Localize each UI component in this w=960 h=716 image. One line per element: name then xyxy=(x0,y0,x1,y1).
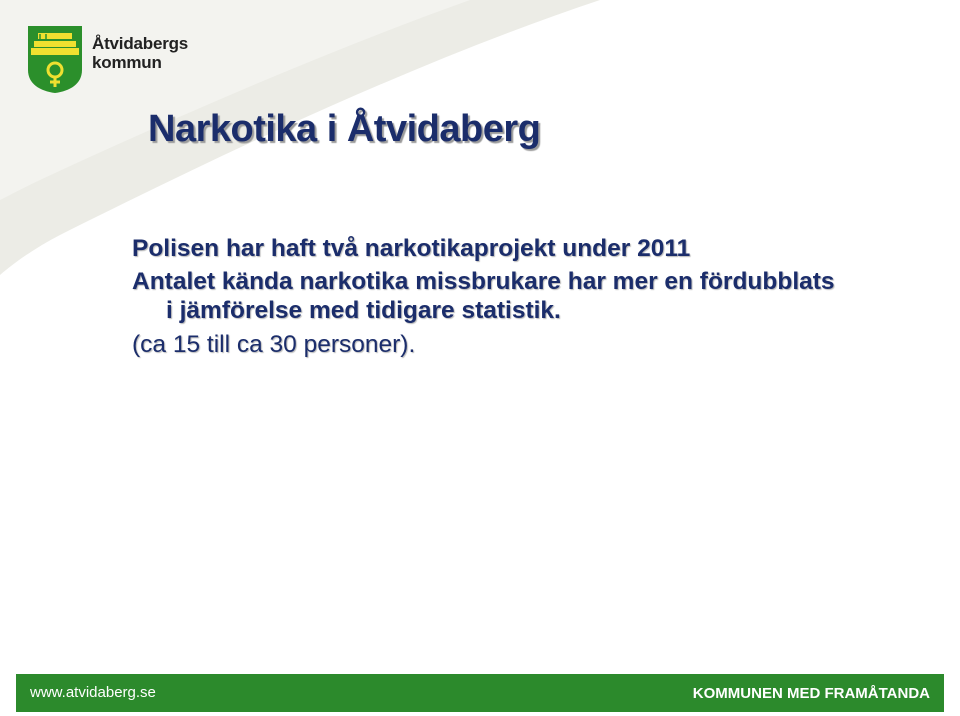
slide-title: Narkotika i Åtvidaberg xyxy=(148,108,541,150)
footer-bar xyxy=(16,674,944,712)
logo-text xyxy=(92,34,188,72)
slide-body xyxy=(132,234,835,359)
body-line-comparison: i jämförelse med tidigare statistik. xyxy=(166,297,561,324)
body-line-users: Antalet kända narkotika missbrukare har mer en fördubblats xyxy=(132,268,835,295)
logo-line-1: Åtvidabergs xyxy=(92,34,189,53)
footer-website-link[interactable]: www.atvidaberg.se xyxy=(30,684,156,701)
footer-slogan: KOMMUNEN MED FRAMÅTANDA xyxy=(692,685,930,702)
body-line-count: (ca 15 till ca 30 personer). xyxy=(132,331,416,358)
logo-line-2: kommun xyxy=(92,53,162,72)
body-line-projects: Polisen har haft två narkotikaprojekt under 2011 xyxy=(132,235,691,262)
municipality-logo xyxy=(26,24,206,96)
coat-of-arms-icon xyxy=(26,24,84,94)
